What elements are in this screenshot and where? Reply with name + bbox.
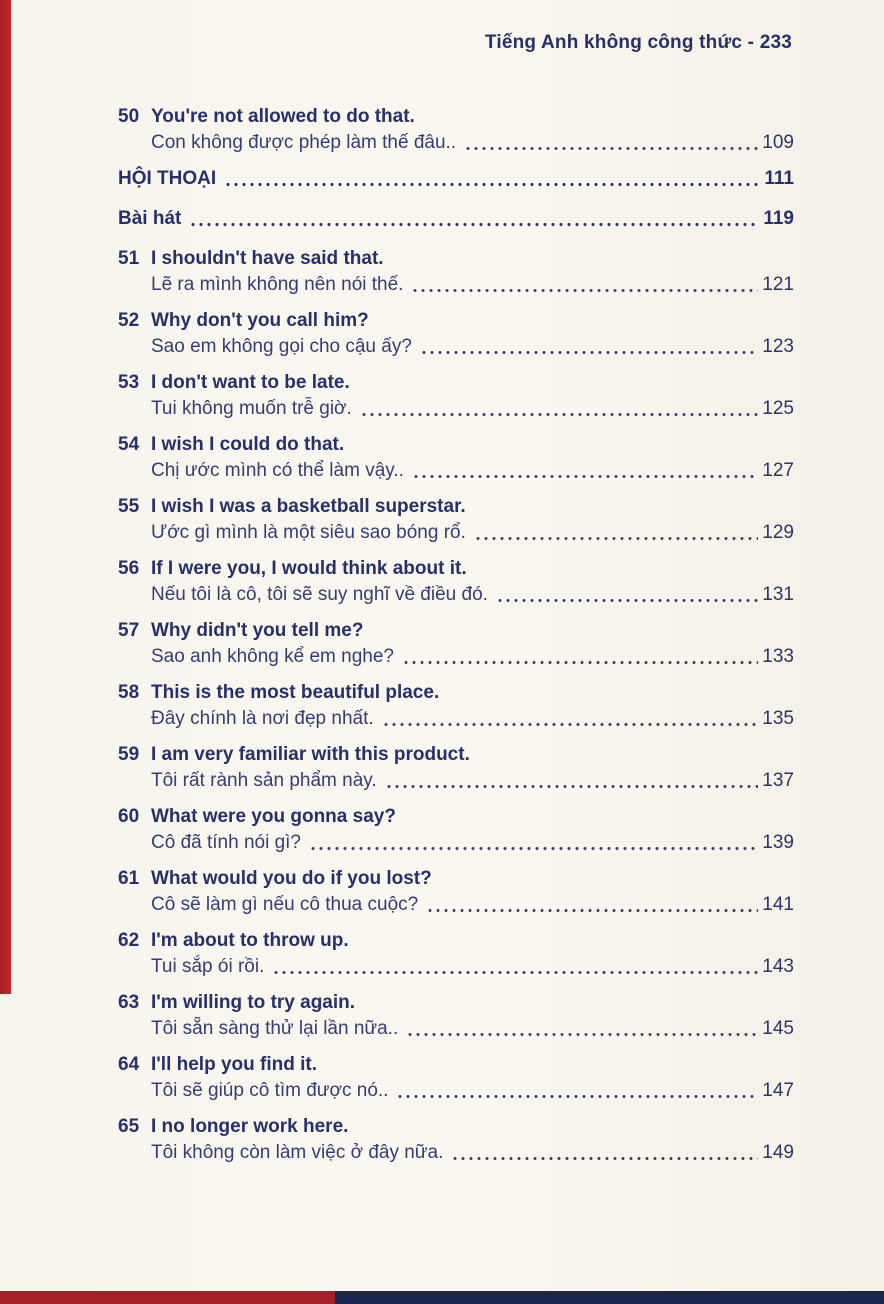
dot-leader (272, 970, 758, 975)
entry-page-number: 147 (762, 1080, 794, 1101)
entry-vietnamese-text: Ước gì mình là một siêu sao bóng rổ. (151, 522, 466, 543)
toc-entry (118, 432, 794, 484)
entry-page-number: 139 (762, 832, 794, 853)
entry-translation-line (151, 272, 794, 298)
entry-number: 57 (118, 620, 140, 641)
toc-entry (118, 680, 794, 732)
entry-vietnamese-text: Cô sẽ làm gì nếu cô thua cuộc? (151, 894, 419, 915)
entry-translation-line (151, 334, 794, 360)
dot-leader (451, 1156, 758, 1161)
entry-translation-line (151, 768, 794, 794)
entry-translation-line (151, 954, 794, 980)
entry-vietnamese-text: Tui không muốn trễ giờ. (151, 398, 352, 419)
entry-number: 51 (118, 248, 140, 269)
entry-page-number: 125 (762, 398, 794, 419)
running-head-title: Tiếng Anh không công thức - 233 (484, 32, 792, 53)
entry-english-text: I am very familiar with this product. (151, 744, 470, 765)
dot-leader (402, 660, 758, 665)
entry-translation-line (151, 706, 794, 732)
entry-page-number: 143 (762, 956, 794, 977)
entry-number: 61 (118, 868, 140, 889)
toc-entry (118, 494, 794, 546)
entry-number: 63 (118, 992, 140, 1013)
dot-leader (412, 474, 758, 479)
book-bottom-edge-red (0, 1291, 335, 1304)
entry-page-number: 149 (762, 1142, 794, 1163)
toc-entry (118, 104, 794, 156)
entry-number: 55 (118, 496, 140, 517)
section-title: Bài hát (118, 208, 182, 229)
entry-translation-line (151, 1078, 794, 1104)
entry-english-text: This is the most beautiful place. (151, 682, 440, 703)
entry-translation-line (151, 1140, 794, 1166)
entry-translation-line (151, 396, 794, 422)
toc-entry (118, 556, 794, 608)
entry-english-text: Why didn't you tell me? (151, 620, 364, 641)
entry-english-text: I'm willing to try again. (151, 992, 356, 1013)
entry-vietnamese-text: Con không được phép làm thế đâu.. (151, 132, 457, 153)
toc-entry (118, 370, 794, 422)
toc-entry (118, 928, 794, 980)
entry-number: 50 (118, 106, 140, 127)
entry-vietnamese-text: Chị ước mình có thể làm vậy.. (151, 460, 404, 481)
entry-vietnamese-text: Nếu tôi là cô, tôi sẽ suy nghĩ về điều đó. (151, 584, 488, 605)
book-spine-red-strip (0, 0, 11, 994)
entry-english-text: I'll help you find it. (151, 1054, 318, 1075)
entry-number: 56 (118, 558, 140, 579)
toc-entry (118, 742, 794, 794)
entry-vietnamese-text: Tui sắp ói rồi. (151, 956, 265, 977)
entry-number: 60 (118, 806, 140, 827)
entry-vietnamese-text: Tôi sẽ giúp cô tìm được nó.. (151, 1080, 389, 1101)
entry-vietnamese-text: Sao em không gọi cho cậu ấy? (151, 336, 412, 357)
entry-number: 59 (118, 744, 140, 765)
toc-entry (118, 308, 794, 360)
toc-entry (118, 866, 794, 918)
dot-leader (474, 536, 758, 541)
entry-page-number: 133 (762, 646, 794, 667)
dot-leader (396, 1094, 758, 1099)
dot-leader (420, 350, 758, 355)
entry-translation-line (151, 830, 794, 856)
entry-number: 58 (118, 682, 140, 703)
entry-english-text: I wish I was a basketball superstar. (151, 496, 466, 517)
entry-number: 65 (118, 1116, 140, 1137)
entry-number: 53 (118, 372, 140, 393)
dot-leader (406, 1032, 758, 1037)
entry-english-text: Why don't you call him? (151, 310, 369, 331)
entry-english-text: I don't want to be late. (151, 372, 350, 393)
entry-page-number: 121 (762, 274, 794, 295)
entry-number: 52 (118, 310, 140, 331)
entry-number: 64 (118, 1054, 140, 1075)
entry-vietnamese-text: Lẽ ra mình không nên nói thế. (151, 274, 404, 295)
entry-vietnamese-text: Tôi sẵn sàng thử lại lần nữa.. (151, 1018, 399, 1039)
dot-leader (426, 908, 758, 913)
entry-translation-line (151, 644, 794, 670)
entry-number: 54 (118, 434, 140, 455)
dot-leader (385, 784, 759, 789)
entry-translation-line (151, 582, 794, 608)
entry-page-number: 127 (762, 460, 794, 481)
dot-leader (360, 412, 758, 417)
entry-page-number: 135 (762, 708, 794, 729)
toc-entry (118, 246, 794, 298)
entry-vietnamese-text: Đây chính là nơi đẹp nhất. (151, 708, 374, 729)
entry-page-number: 145 (762, 1018, 794, 1039)
entry-english-text: What would you do if you lost? (151, 868, 432, 889)
entry-english-text: I shouldn't have said that. (151, 248, 384, 269)
entry-vietnamese-text: Sao anh không kể em nghe? (151, 646, 394, 667)
toc-entry (118, 618, 794, 670)
toc-entry (118, 1114, 794, 1166)
section-title: HỘI THOẠI (118, 168, 217, 189)
section-page-number: 119 (763, 208, 794, 229)
toc-entry (118, 990, 794, 1042)
entry-english-text: If I were you, I would think about it. (151, 558, 467, 579)
entry-page-number: 131 (762, 584, 794, 605)
entry-page-number: 109 (762, 132, 794, 153)
toc-section-heading (118, 206, 794, 232)
section-page-number: 111 (764, 168, 794, 189)
dot-leader (224, 182, 760, 187)
entry-page-number: 123 (762, 336, 794, 357)
book-bottom-edge (0, 1291, 884, 1304)
entry-page-number: 129 (762, 522, 794, 543)
dot-leader (189, 222, 759, 227)
toc-section-heading (118, 166, 794, 192)
dot-leader (411, 288, 758, 293)
entry-translation-line (151, 130, 794, 156)
entry-english-text: What were you gonna say? (151, 806, 396, 827)
table-of-contents (118, 104, 794, 1176)
entry-translation-line (151, 520, 794, 546)
entry-translation-line (151, 892, 794, 918)
entry-english-text: I'm about to throw up. (151, 930, 349, 951)
entry-english-text: I no longer work here. (151, 1116, 349, 1137)
dot-leader (309, 846, 758, 851)
entry-english-text: I wish I could do that. (151, 434, 345, 455)
entry-english-text: You're not allowed to do that. (151, 106, 415, 127)
entry-translation-line (151, 1016, 794, 1042)
entry-number: 62 (118, 930, 140, 951)
toc-entry (118, 1052, 794, 1104)
entry-vietnamese-text: Cô đã tính nói gì? (151, 832, 301, 853)
entry-page-number: 141 (762, 894, 794, 915)
toc-entry (118, 804, 794, 856)
entry-translation-line (151, 458, 794, 484)
entry-page-number: 137 (762, 770, 794, 791)
entry-vietnamese-text: Tôi không còn làm việc ở đây nữa. (151, 1142, 444, 1163)
dot-leader (382, 722, 759, 727)
dot-leader (496, 598, 758, 603)
entry-vietnamese-text: Tôi rất rành sản phẩm này. (151, 770, 377, 791)
dot-leader (464, 146, 758, 151)
